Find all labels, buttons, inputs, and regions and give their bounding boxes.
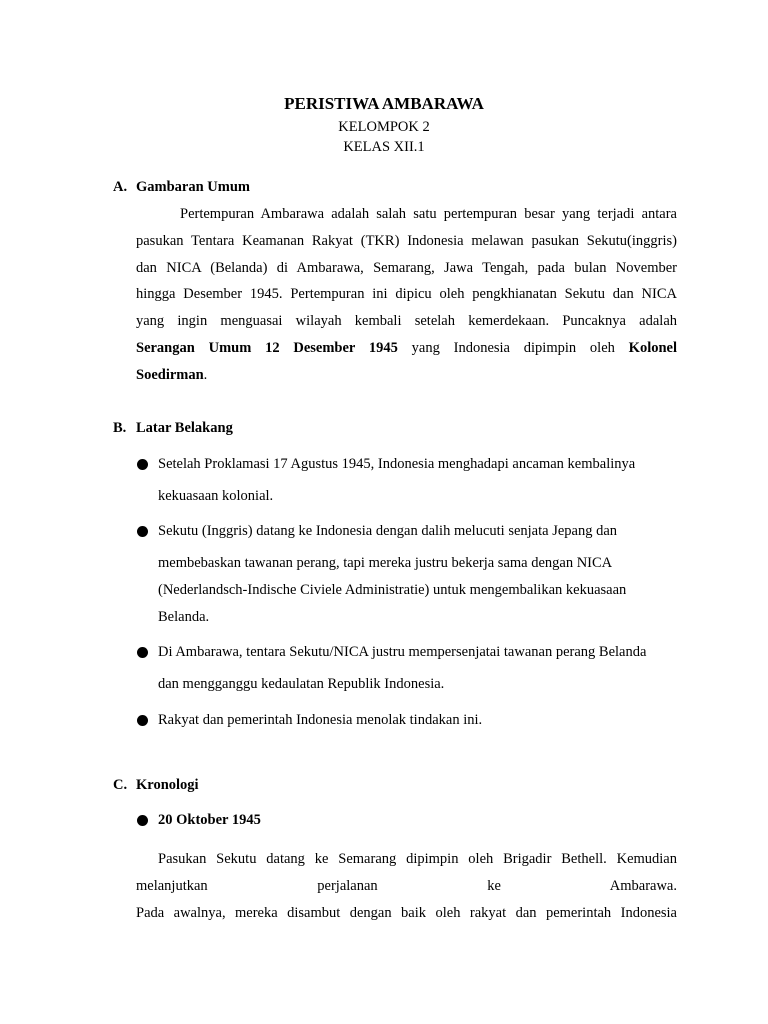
- bullet-text: (Nederlandsch-Indische Civiele Administratie) untuk mengembalikan kekuasaan: [158, 582, 627, 598]
- bullet-text: Sekutu (Inggris) datang ke Indonesia dengan dalih melucuti senjata Jepang dan: [158, 523, 618, 539]
- section-b-letter: B.: [113, 420, 127, 436]
- section-c-line: melanjutkan perjalanan ke Ambarawa.: [136, 878, 677, 894]
- bullet-text: Di Ambarawa, tentara Sekutu/NICA justru mempersenjatai tawanan perang Belanda: [158, 644, 647, 660]
- bullet-text: membebaskan tawanan perang, tapi mereka justru bekerja sama dengan NICA: [158, 555, 613, 571]
- section-a-line: Pertempuran Ambarawa adalah salah satu pertempuran besar yang terjadi antara: [180, 206, 677, 222]
- bullet-text: dan mengganggu kedaulatan Republik Indonesia.: [158, 676, 445, 692]
- bold-phrase: Kolonel: [628, 340, 677, 356]
- section-a-line: dan NICA (Belanda) di Ambarawa, Semarang, Jawa Tengah, pada bulan November: [136, 260, 677, 276]
- section-a-letter: A.: [113, 179, 128, 195]
- bullet-icon: [137, 815, 148, 826]
- bullet-icon: [137, 526, 148, 537]
- section-a-line: [136, 340, 677, 360]
- section-a-line: Soedirman.: [136, 367, 208, 383]
- bullet-text: Belanda.: [158, 609, 210, 625]
- bullet-text: Setelah Proklamasi 17 Agustus 1945, Indonesia menghadapi ancaman kembalinya: [158, 456, 636, 472]
- section-b-title: Latar Belakang: [136, 420, 233, 436]
- bullet-text: kekuasaan kolonial.: [158, 488, 274, 504]
- section-c-line: Pada awalnya, mereka disambut dengan baik oleh rakyat dan pemerintah Indonesia: [136, 905, 677, 921]
- section-a-line: yang ingin menguasai wilayah kembali setelah kemerdekaan. Puncaknya adalah: [136, 313, 677, 329]
- bullet-icon: [137, 459, 148, 470]
- section-a-title: Gambaran Umum: [136, 179, 250, 195]
- bullet-icon: [137, 647, 148, 658]
- section-c-letter: C.: [113, 777, 128, 793]
- section-c-title: Kronologi: [136, 777, 199, 793]
- date-heading: 20 Oktober 1945: [158, 812, 261, 828]
- bullet-text: Rakyat dan pemerintah Indonesia menolak tindakan ini.: [158, 712, 483, 728]
- class-subtitle: KELAS XII.1: [343, 139, 425, 155]
- bold-phrase: Soedirman: [136, 367, 204, 383]
- bold-phrase: Serangan Umum 12 Desember 1945: [136, 340, 398, 356]
- document-title: PERISTIWA AMBARAWA: [284, 94, 484, 113]
- group-subtitle: KELOMPOK 2: [338, 119, 430, 135]
- section-c-line: Pasukan Sekutu datang ke Semarang dipimpin oleh Brigadir Bethell. Kemudian: [158, 851, 677, 867]
- section-a-line: hingga Desember 1945. Pertempuran ini dipicu oleh pengkhianatan Sekutu dan NICA: [136, 286, 677, 302]
- section-a-line: pasukan Tentara Keamanan Rakyat (TKR) Indonesia melawan pasukan Sekutu(inggris): [136, 233, 677, 249]
- plain-phrase: yang Indonesia dipimpin oleh: [411, 340, 615, 356]
- bullet-icon: [137, 715, 148, 726]
